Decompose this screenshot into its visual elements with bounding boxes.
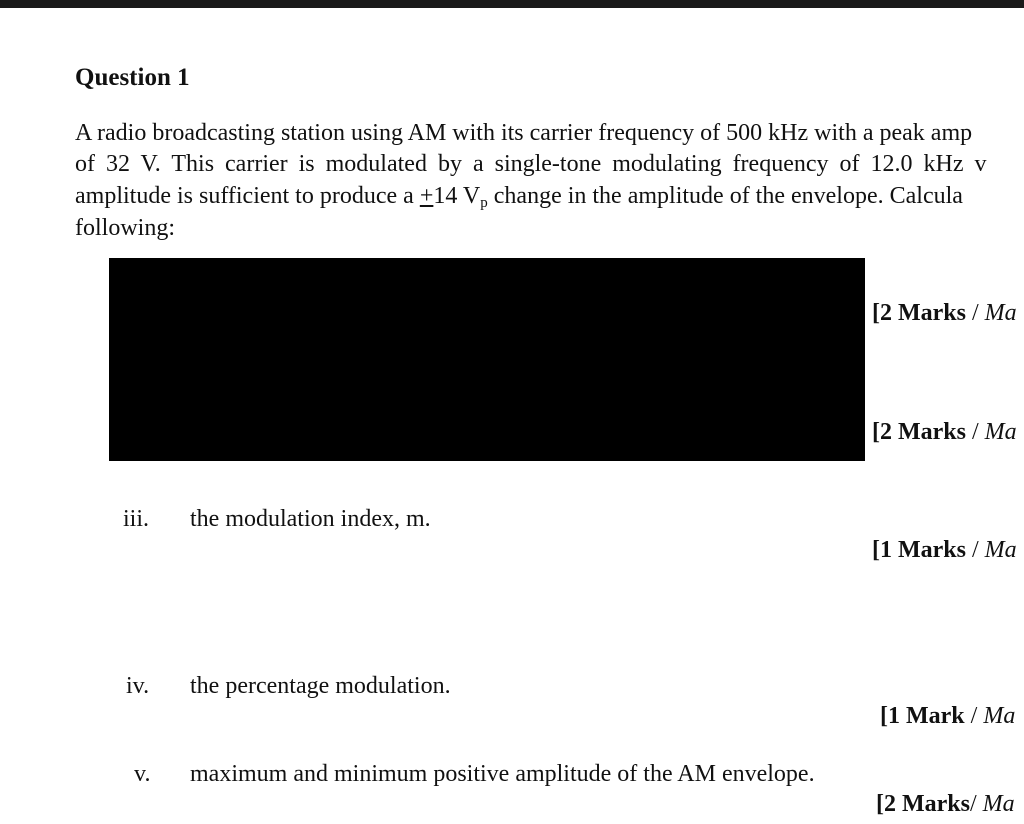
item-text-percentage-modulation: the percentage modulation. bbox=[190, 673, 451, 699]
question-line-4: following: bbox=[75, 215, 175, 241]
line3-text-after: change in the amplitude of the envelope. Calcula bbox=[487, 183, 963, 209]
marks-label-5 bbox=[876, 791, 1015, 818]
marks-italic: Ma bbox=[983, 703, 1016, 729]
item-number-iv: iv. bbox=[126, 673, 150, 699]
marks-bold: [1 Marks bbox=[872, 537, 966, 563]
marks-bold: [1 Mark bbox=[880, 703, 965, 729]
marks-separator: / bbox=[965, 419, 985, 445]
marks-bold: [2 Marks bbox=[876, 791, 970, 817]
top-edge-bar bbox=[0, 0, 1024, 8]
marks-italic: Ma bbox=[982, 791, 1015, 817]
item-number-v: v. bbox=[134, 761, 151, 787]
marks-separator: / bbox=[965, 300, 985, 326]
line3-subscript: p bbox=[480, 195, 488, 211]
marks-separator: / bbox=[964, 703, 984, 729]
marks-separator: / bbox=[965, 537, 985, 563]
item-number-iii: iii. bbox=[123, 506, 150, 532]
question-line-3 bbox=[75, 180, 963, 219]
question-line-1: A radio broadcasting station using AM with its carrier frequency of 500 kHz with a peak amp bbox=[75, 120, 973, 146]
item-text-modulation-index: the modulation index, m. bbox=[190, 506, 431, 532]
line3-text-before: amplitude is sufficient to produce a bbox=[75, 183, 420, 209]
marks-label-3 bbox=[872, 537, 1017, 564]
marks-italic: Ma bbox=[984, 419, 1017, 445]
line3-value: 14 V bbox=[433, 183, 481, 209]
marks-label-1 bbox=[872, 300, 1017, 327]
item-text-envelope-amplitude: maximum and minimum positive amplitude of the AM envelope. bbox=[190, 761, 815, 787]
marks-bold: [2 Marks bbox=[872, 419, 966, 445]
plus-minus-symbol: + bbox=[419, 183, 434, 209]
marks-label-2 bbox=[872, 419, 1017, 446]
marks-italic: Ma bbox=[984, 537, 1017, 563]
marks-italic: Ma bbox=[984, 300, 1017, 326]
marks-bold: [2 Marks bbox=[872, 300, 966, 326]
question-line-2: of 32 V. This carrier is modulated by a single-tone modulating frequency of 12.0 kHz v bbox=[75, 151, 987, 177]
marks-separator: / bbox=[969, 791, 983, 817]
marks-label-4 bbox=[880, 703, 1015, 730]
question-title: Question 1 bbox=[75, 64, 190, 91]
redaction-block bbox=[109, 258, 865, 461]
